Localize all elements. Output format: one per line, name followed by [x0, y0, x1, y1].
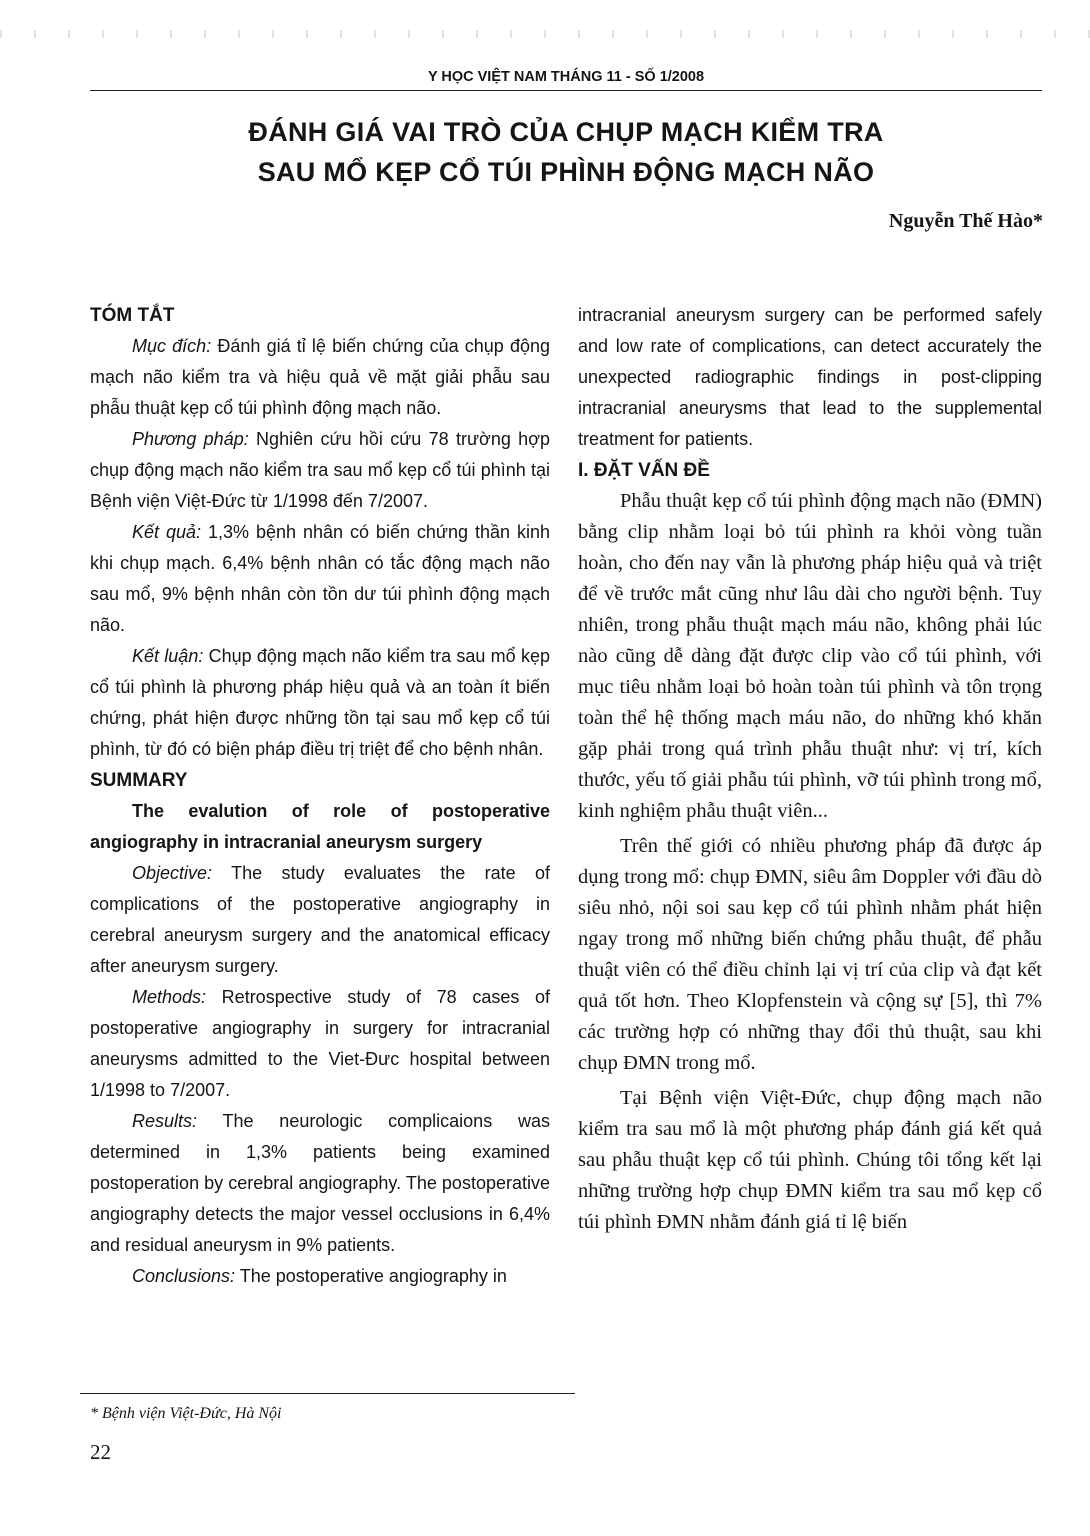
tomtat-heading: TÓM TẮT: [90, 305, 175, 326]
left-column: [90, 300, 550, 1292]
section1-paragraph-1: Phẫu thuật kẹp cổ túi phình động mạch não (ĐMN) bằng clip nhằm loại bỏ túi phình ra khỏi vòng tuần hoàn, cho đến nay vẫn là phương pháp hiệu quả và triệt để về trước mắt cũng như lâu dài cho người bệnh. Tuy nhiên, trong phẫu thuật mạch máu não, không phải lúc nào cũng dễ dàng đặt được clip vào cổ túi phình, với mục tiêu nhằm loại bỏ hoàn toàn túi phình và tôn trọng toàn thể hệ thống mạch máu não, do những khó khăn gặp phải trong quá trình phẫu thuật như: vị trí, kích thước, yếu tố giải phẫu túi phình, vỡ túi phình trong mổ, kinh nghiệm phẫu thuật viên...: [578, 490, 1042, 822]
summary-body: [90, 796, 550, 1292]
title-line-1: ĐÁNH GIÁ VAI TRÒ CỦA CHỤP MẠCH KIỂM TRA: [248, 117, 884, 147]
section1-paragraph-3: Tại Bệnh viện Việt-Đức, chụp động mạch não kiểm tra sau mổ là một phương pháp đánh giá kết quả sau phẫu thuật kẹp cổ túi phình. Chúng tôi tổng kết lại những trường hợp chụp ĐMN kiểm tra sau mổ kẹp cổ túi phình ĐMN nhằm đánh giá tỉ lệ biến: [578, 1087, 1042, 1233]
section1-body: [578, 486, 1042, 1238]
summary-continued: [578, 300, 1042, 455]
text: The study evaluates the rate of complications of the postoperative angiography in cerebral aneurysm surgery and the anatomical efficacy after aneurysm surgery.: [90, 863, 550, 976]
footnote-divider: [80, 1393, 575, 1394]
label: Kết quả:: [132, 522, 202, 542]
summary-heading: SUMMARY: [90, 770, 188, 791]
text: The postoperative angiography in: [235, 1266, 507, 1286]
summary-methods: [90, 982, 550, 1106]
tomtat-body: [90, 331, 550, 765]
tomtat-results: [90, 517, 550, 641]
label: Kết luận:: [132, 646, 204, 666]
summary-results: [90, 1106, 550, 1261]
text: 1,3% bệnh nhân có biến chứng thần kinh khi chụp mạch. 6,4% bệnh nhân có tắc động mạch não sau mổ, 9% bệnh nhân còn tồn dư túi phình động mạch não.: [90, 522, 550, 635]
section1-paragraph-2: Trên thế giới có nhiều phương pháp đã được áp dụng trong mổ: chụp ĐMN, siêu âm Doppler với đầu dò siêu nhỏ, nội soi sau kẹp cổ túi phình nhằm phát hiện ngay trong mổ những biến chứng phẫu thuật, để phẫu thuật viên có thể điều chỉnh lại vị trí của clip và đạt kết quả tốt hơn. Theo Klopfenstein và cộng sự [5], thì 7% các trường hợp có những thay đổi thủ thuật, sau khi chụp ĐMN trong mổ.: [578, 835, 1042, 1074]
scan-noise: [0, 30, 1090, 38]
article-title: [90, 112, 1042, 192]
tomtat-objective: [90, 331, 550, 424]
summary-conclusions: [90, 1261, 550, 1292]
tomtat-method: [90, 424, 550, 517]
tomtat-conclusion: [90, 641, 550, 765]
label: Methods:: [132, 987, 207, 1007]
text: Nghiên cứu hồi cứu 78 trường hợp chụp động mạch não kiểm tra sau mổ kẹp cổ túi phình tại Bệnh viện Việt-Đức từ 1/1998 đến 7/2007.: [90, 429, 551, 511]
text: Chụp động mạch não kiểm tra sau mổ kẹp cổ túi phình là phương pháp hiệu quả và an toàn ít biến chứng, phát hiện được những tồn tại sau mổ kẹp cổ túi phình, từ đó có biện pháp điều trị triệt để cho bệnh nhân.: [90, 646, 550, 759]
footnote: * Bệnh viện Việt-Đức, Hà Nội: [90, 1405, 282, 1422]
label: Phương pháp:: [132, 429, 249, 449]
summary-conclusions-continued: intracranial aneurysm surgery can be performed safely and low rate of complications, can detect accurately the unexpected radiographic findings in post-clipping intracranial aneurysms that lead to the supplemental treatment for patients.: [578, 305, 1042, 449]
page-number: 22: [90, 1440, 111, 1464]
label: Objective:: [132, 863, 213, 883]
text: Retrospective study of 78 cases of postoperative angiography in surgery for intracranial aneurysms admitted to the Viet-Đưc hospital between 1/1998 to 7/2007.: [90, 987, 550, 1100]
summary-title: The evalution of role of postoperative angiography in intracranial aneurysm surgery: [90, 801, 550, 852]
label: Conclusions:: [132, 1266, 236, 1286]
label: Results:: [132, 1111, 198, 1131]
right-column: [578, 300, 1042, 1238]
summary-objective: [90, 858, 550, 982]
author: Nguyễn Thế Hào*: [888, 210, 1043, 232]
title-line-2: SAU MỔ KẸP CỔ TÚI PHÌNH ĐỘNG MẠCH NÃO: [257, 157, 875, 187]
label: Mục đích:: [132, 336, 212, 356]
text: The neurologic complicaions was determined in 1,3% patients being examined postoperation by cerebral angiography. The postoperative angiography detects the major vessel occlusions in 6,4% and residual aneurysm in 9% patients.: [90, 1111, 550, 1255]
text: Đánh giá tỉ lệ biến chứng của chụp động mạch não kiểm tra và hiệu quả về mặt giải phẫu sau phẫu thuật kẹp cổ túi phình động mạch não.: [90, 336, 551, 418]
journal-header: Y HỌC VIỆT NAM THÁNG 11 - SỐ 1/2008: [90, 64, 1042, 91]
section1-heading: I. ĐẶT VẤN ĐỀ: [578, 460, 710, 481]
